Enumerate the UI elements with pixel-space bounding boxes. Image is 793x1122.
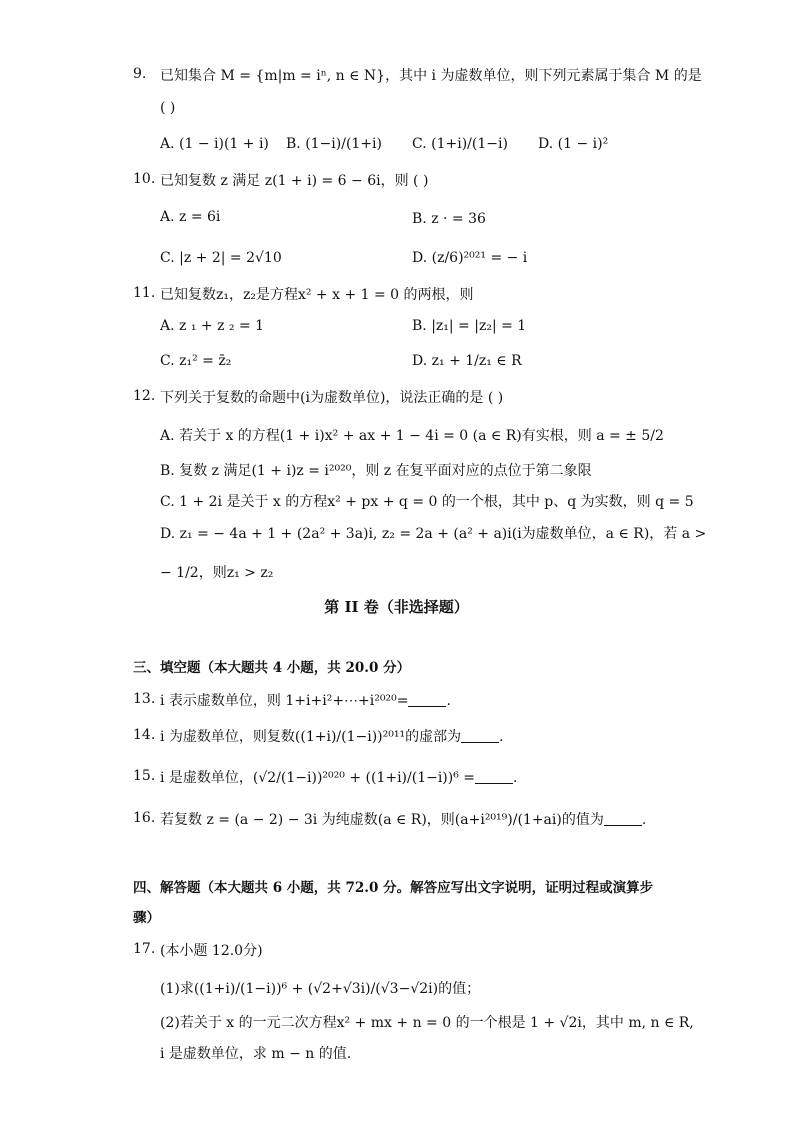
q12-option-d-line1: D. z₁ = − 4a + 1 + (2a² + 3a)i, z₂ = 2a + (a² + a)i(i为虚数单位，a ∈ R)，若 a > <box>160 526 707 542</box>
q16-item <box>160 810 646 830</box>
q10-option-d: D. (z/6)²⁰²¹ = − i <box>412 250 528 266</box>
q14-item <box>160 727 504 747</box>
q10-number: 10. <box>133 171 156 187</box>
q9-option-c: C. (1+i)/(1−i) <box>412 136 508 152</box>
section4-title-line2: 骤） <box>133 910 160 926</box>
q17-number: 17. <box>133 941 156 957</box>
q14-number: 14. <box>133 727 156 743</box>
q11-option-a: A. z ₁ + z ₂ = 1 <box>160 318 265 334</box>
q17-part2-line2: i 是虚数单位，求 m − n 的值. <box>160 1046 352 1062</box>
q10-stem: 已知复数 z 满足 z(1 + i) = 6 − 6i，则 ( ) <box>160 173 429 189</box>
q15-number: 15. <box>133 768 156 784</box>
q15-item <box>160 768 517 788</box>
q12-stem: 下列关于复数的命题中(i为虚数单位)，说法正确的是 ( ) <box>160 390 504 406</box>
q9-option-d: D. (1 − i)² <box>538 136 609 152</box>
q13-item <box>160 691 451 711</box>
q17-header: (本小题 12.0分) <box>160 943 263 959</box>
q12-option-a: A. 若关于 x 的方程(1 + i)x² + ax + 1 − 4i = 0 (a ∈ R)有实根，则 a = ± 5/2 <box>160 428 664 444</box>
q13-text: i 表示虚数单位，则 1+i+i²+⋯+i²⁰²⁰= <box>160 693 409 709</box>
q9-stem: 已知集合 M = {m|m = iⁿ, n ∈ N}，其中 i 为虚数单位，则下列元素属于集合 M 的是 <box>160 68 702 84</box>
q17-part2-line1: (2)若关于 x 的一元二次方程x² + mx + n = 0 的一个根是 1 + √2i，其中 m, n ∈ R, <box>160 1015 694 1031</box>
q13-number: 13. <box>133 691 156 707</box>
q9-paren: ( ) <box>160 100 176 116</box>
section4-title-line1: 四、解答题（本大题共 6 小题，共 72.0 分。解答应写出文字说明，证明过程或演算步 <box>133 880 654 896</box>
q14-end: . <box>499 729 504 745</box>
q15-end: . <box>513 770 518 786</box>
q16-answer-blank[interactable] <box>604 811 642 826</box>
q16-end: . <box>641 812 647 828</box>
q11-option-d: D. z₁ + 1/z₁ ∈ R <box>412 353 522 369</box>
q9-option-b: B. (1−i)/(1+i) <box>286 136 382 152</box>
q13-answer-blank[interactable] <box>408 692 446 707</box>
section3-title: 三、填空题（本大题共 4 小题，共 20.0 分） <box>133 660 411 676</box>
q16-text: 若复数 z = (a − 2) − 3i 为纯虚数(a ∈ R)，则(a+i²⁰¹⁹)/(1+ai)的值为 <box>160 812 604 828</box>
q14-answer-blank[interactable] <box>461 728 499 743</box>
q12-option-b: B. 复数 z 满足(1 + i)z = i²⁰²⁰，则 z 在复平面对应的点位于第二象限 <box>160 463 592 479</box>
q10-option-c: C. |z + 2| = 2√10 <box>160 250 282 266</box>
q10-option-b: B. z · = 36 <box>412 211 486 227</box>
q9-number: 9. <box>133 66 147 82</box>
q15-answer-blank[interactable] <box>475 769 513 784</box>
part2-title: 第 II 卷（非选择题） <box>324 598 469 616</box>
q12-option-d-line2: − 1/2，则z₁ > z₂ <box>160 565 274 581</box>
q12-option-c: C. 1 + 2i 是关于 x 的方程x² + px + q = 0 的一个根，其中 p、q 为实数，则 q = 5 <box>160 494 694 510</box>
q10-option-a: A. z = 6i <box>160 209 221 225</box>
q12-number: 12. <box>133 388 156 404</box>
q17-part1: (1)求((1+i)/(1−i))⁶ + (√2+√3i)/(√3−√2i)的值； <box>160 981 481 997</box>
q13-end: . <box>446 693 451 709</box>
q11-option-c: C. z₁² = z̄₂ <box>160 353 232 369</box>
q11-option-b: B. |z₁| = |z₂| = 1 <box>412 318 527 334</box>
q15-text: i 是虚数单位，(√2/(1−i))²⁰²⁰ + ((1+i)/(1−i))⁶ = <box>160 770 476 786</box>
q11-stem: 已知复数z₁，z₂是方程x² + x + 1 = 0 的两根，则 <box>160 287 474 303</box>
q14-text: i 为虚数单位，则复数((1+i)/(1−i))²⁰¹¹的虚部为 <box>160 729 462 745</box>
q9-option-a: A. (1 − i)(1 + i) <box>160 136 269 152</box>
q11-number: 11. <box>133 285 156 301</box>
q16-number: 16. <box>133 810 156 826</box>
